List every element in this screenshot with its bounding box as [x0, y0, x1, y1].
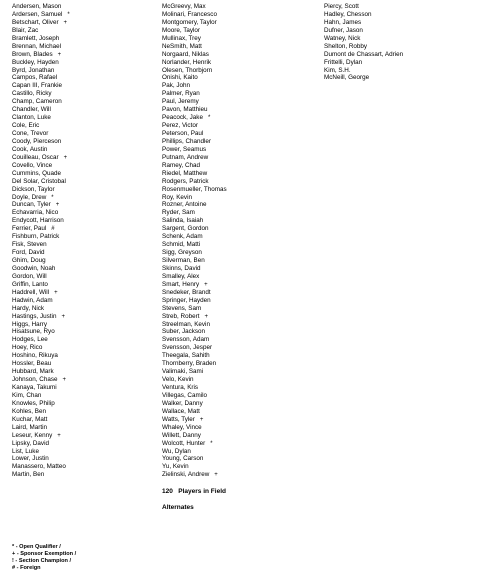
player-name: Valimaki, Sami — [162, 368, 204, 376]
player-row — [162, 463, 312, 471]
player-list — [162, 3, 312, 479]
player-name: Rozner, Antoine — [162, 201, 207, 209]
player-row — [12, 360, 152, 368]
player-name: Andersen, Mason — [12, 3, 62, 10]
player-row — [12, 27, 152, 35]
player-name: Cummins, Quade — [12, 169, 61, 177]
player-row — [12, 194, 152, 202]
player-name: Kanaya, Takumi — [12, 384, 57, 391]
player-name: Paul, Jeremy — [162, 98, 199, 106]
player-name: Wu, Dylan — [162, 447, 191, 455]
player-name: Hossler, Beau — [12, 360, 52, 368]
player-row — [12, 225, 152, 233]
player-row — [12, 106, 152, 114]
player-name: Lipsky, David — [12, 439, 49, 447]
player-name: Dumont de Chassart, Adrien — [324, 50, 404, 58]
player-row — [12, 336, 152, 344]
player-name: Watts, Tyler — [162, 415, 195, 423]
players-in-field-count: 120 — [162, 488, 173, 496]
player-name: Capan III, Frankie — [12, 82, 63, 90]
player-row — [162, 249, 312, 257]
player-status-mark: * — [67, 11, 70, 18]
player-row — [12, 209, 152, 217]
player-name: Piercy, Scott — [324, 3, 359, 10]
player-row — [12, 297, 152, 305]
player-row — [162, 257, 312, 265]
player-row — [12, 344, 152, 352]
player-name: Ghim, Doug — [12, 257, 46, 264]
player-name: Cole, Eric — [12, 122, 40, 130]
player-name: Griffin, Lanto — [12, 280, 48, 288]
player-name: Hoey, Rico — [12, 344, 43, 352]
player-row — [12, 178, 152, 186]
player-row — [162, 360, 312, 368]
player-name: Olesen, Thorbjorn — [162, 66, 213, 74]
player-name: Clanton, Luke — [12, 114, 51, 122]
player-row — [162, 178, 312, 186]
player-row — [162, 67, 312, 75]
player-name: Wallace, Matt — [162, 407, 200, 415]
player-name: Hodges, Lee — [12, 336, 48, 344]
player-status-mark: + — [63, 154, 68, 161]
player-row — [162, 162, 312, 170]
player-name: Molinari, Francesco — [162, 10, 217, 18]
player-name: Streelman, Kevin — [162, 320, 210, 328]
player-row — [162, 114, 312, 122]
player-name: Brown, Blades — [12, 50, 53, 58]
player-row — [324, 35, 484, 43]
player-row — [162, 328, 312, 336]
player-name: Silverman, Ben — [162, 257, 205, 264]
player-name: Chandler, Will — [12, 106, 51, 114]
player-name: Leseur, Kenny — [12, 431, 53, 439]
player-row — [324, 74, 484, 82]
player-name: NeSmith, Matt — [162, 42, 202, 50]
player-row — [162, 186, 312, 194]
player-name: Streb, Robert — [162, 312, 200, 320]
player-row — [12, 440, 152, 448]
player-name: Snedeker, Brandt — [162, 288, 211, 296]
player-name: McNeill, George — [324, 74, 370, 82]
player-status-mark: * — [207, 115, 211, 122]
player-status-mark: + — [54, 289, 58, 296]
player-row — [12, 455, 152, 463]
player-name: Hardy, Nick — [12, 304, 45, 312]
player-name: Rosenmueller, Thomas — [162, 185, 227, 193]
player-row — [162, 471, 312, 479]
player-row — [12, 186, 152, 194]
player-row — [162, 138, 312, 146]
player-name: Dickson, Taylor — [12, 185, 55, 193]
player-row — [12, 432, 152, 440]
player-row — [324, 59, 484, 67]
player-name: Buckley, Hayden — [12, 58, 59, 66]
player-column-1 — [12, 3, 152, 479]
player-row — [162, 170, 312, 178]
player-row — [324, 67, 484, 75]
player-row — [162, 217, 312, 225]
player-row — [12, 114, 152, 122]
player-name: Perez, Victor — [162, 122, 198, 130]
player-row — [12, 305, 152, 313]
player-name: Hastings, Justin — [12, 312, 57, 320]
player-name: Kohles, Ben — [12, 407, 46, 415]
player-row — [12, 424, 152, 432]
player-row — [12, 11, 152, 19]
player-row — [12, 376, 152, 384]
player-row — [162, 146, 312, 154]
player-name: Schenk, Adam — [162, 233, 203, 241]
player-row — [12, 90, 152, 98]
player-row — [162, 376, 312, 384]
player-name: Smalley, Alex — [162, 272, 200, 280]
player-row — [12, 352, 152, 360]
player-name: Hadley, Chesson — [324, 10, 372, 18]
player-row — [162, 408, 312, 416]
player-status-mark: * — [51, 194, 54, 201]
player-row — [162, 392, 312, 400]
player-row — [12, 249, 152, 257]
player-name: Laird, Martin — [12, 423, 47, 431]
player-row — [12, 328, 152, 336]
player-row — [12, 233, 152, 241]
player-name: Walker, Danny — [162, 399, 203, 407]
player-name: Norlander, Henrik — [162, 58, 211, 66]
player-name: Phillips, Chandler — [162, 137, 212, 145]
player-row — [12, 138, 152, 146]
player-name: Martin, Ben — [12, 471, 45, 479]
player-name: Kuchar, Matt — [12, 415, 48, 423]
player-name: Fishburn, Patrick — [12, 233, 60, 241]
player-name: Gordon, Will — [12, 272, 47, 280]
player-status-mark: # — [51, 226, 55, 233]
player-name: Zielinski, Andrew — [162, 471, 210, 479]
player-row — [12, 201, 152, 209]
player-name: Doyle, Drew — [12, 193, 47, 201]
player-row — [162, 289, 312, 297]
player-name: Hoshino, Rikuya — [12, 352, 58, 360]
player-row — [162, 281, 312, 289]
player-name: Ryder, Sam — [162, 209, 195, 217]
player-row — [12, 471, 152, 479]
player-name: Skinns, David — [162, 264, 201, 272]
player-row — [12, 257, 152, 265]
player-row — [12, 154, 152, 162]
player-status-mark: + — [199, 416, 204, 423]
player-row — [162, 11, 312, 19]
player-row — [162, 455, 312, 463]
player-name: Sigg, Greyson — [162, 249, 202, 257]
player-row — [162, 59, 312, 67]
player-name: Hisatsune, Ryo — [12, 328, 55, 336]
player-name: Byrd, Jonathan — [12, 66, 55, 74]
player-row — [162, 82, 312, 90]
player-status-mark: + — [214, 472, 218, 479]
player-name: Thornberry, Braden — [162, 360, 217, 368]
player-row — [162, 130, 312, 138]
player-row — [162, 201, 312, 209]
player-name: Norgaard, Niklas — [162, 50, 209, 58]
players-in-field-label: Players in Field — [178, 488, 226, 496]
player-name: Manassero, Matteo — [12, 463, 66, 471]
player-row — [12, 241, 152, 249]
player-name: Smart, Henry — [162, 280, 200, 288]
player-name: Shelton, Robby — [324, 42, 368, 50]
player-name: Roy, Kevin — [162, 193, 192, 201]
player-name: Theegala, Sahith — [162, 352, 210, 360]
player-name: List, Luke — [12, 447, 39, 455]
player-row — [162, 352, 312, 360]
player-row — [162, 27, 312, 35]
player-name: Hadwin, Adam — [12, 296, 53, 304]
player-row — [12, 82, 152, 90]
player-name: Betschart, Oliver — [12, 18, 59, 26]
player-row — [12, 74, 152, 82]
player-name: Knowles, Philip — [12, 399, 55, 407]
player-name: Villegas, Camilo — [162, 391, 208, 399]
player-name: Salinda, Isaiah — [162, 217, 204, 225]
player-row — [324, 43, 484, 51]
player-name: Castillo, Ricky — [12, 90, 52, 98]
player-name: Svensson, Jesper — [162, 344, 213, 352]
player-row — [162, 98, 312, 106]
player-name: Ventura, Kris — [162, 384, 199, 391]
player-status-mark: + — [204, 281, 208, 288]
player-row — [162, 225, 312, 233]
player-name: Svensson, Adam — [162, 336, 210, 344]
player-row — [12, 59, 152, 67]
player-name: Mullinax, Trey — [162, 34, 201, 42]
player-status-mark: + — [57, 51, 62, 58]
player-row — [162, 273, 312, 281]
player-status-mark: + — [63, 19, 68, 26]
player-row — [162, 35, 312, 43]
player-name: Duncan, Tyler — [12, 201, 51, 209]
player-name: Hahn, James — [324, 18, 362, 26]
player-name: Cone, Trevor — [12, 130, 49, 137]
player-row — [12, 408, 152, 416]
player-row — [12, 273, 152, 281]
player-row — [12, 43, 152, 51]
player-row — [162, 194, 312, 202]
player-row — [162, 19, 312, 27]
player-row — [162, 3, 312, 11]
player-row — [162, 448, 312, 456]
player-name: Willett, Danny — [162, 431, 201, 439]
player-status-mark: + — [57, 432, 61, 439]
player-status-mark: + — [62, 377, 67, 384]
player-name: Velo, Kevin — [162, 376, 194, 384]
player-row — [12, 162, 152, 170]
player-row — [162, 321, 312, 329]
player-row — [12, 321, 152, 329]
player-row — [162, 90, 312, 98]
player-row — [162, 424, 312, 432]
player-name: Schmid, Matti — [162, 241, 201, 249]
player-name: Cook, Austin — [12, 145, 48, 153]
player-row — [12, 400, 152, 408]
player-row — [12, 289, 152, 297]
player-name: Moore, Taylor — [162, 26, 201, 34]
player-name: Yu, Kevin — [162, 463, 189, 471]
legend-section-champion: ! - Section Champion / — [12, 558, 72, 564]
player-name: Johnson, Chase — [12, 376, 58, 384]
player-name: Frittelli, Dylan — [324, 58, 363, 66]
player-status-mark: + — [204, 313, 208, 320]
player-name: Champ, Cameron — [12, 98, 62, 106]
player-row — [162, 384, 312, 392]
player-row — [324, 19, 484, 27]
players-in-field-summary — [162, 488, 312, 496]
legend-foreign: # - Foreign — [12, 565, 41, 571]
player-row — [324, 3, 484, 11]
player-row — [12, 51, 152, 59]
player-row — [12, 170, 152, 178]
player-name: Endycott, Harrison — [12, 217, 64, 225]
player-row — [12, 67, 152, 75]
player-name: Ramey, Chad — [162, 161, 201, 169]
player-row — [12, 217, 152, 225]
player-name: Echavarria, Nico — [12, 209, 59, 217]
player-row — [12, 392, 152, 400]
player-row — [12, 265, 152, 273]
player-name: Fisk, Steven — [12, 241, 47, 249]
player-name: Kim, S.H. — [324, 66, 351, 74]
player-name: Riedel, Matthew — [162, 169, 208, 177]
player-row — [324, 51, 484, 59]
player-name: Lower, Justin — [12, 455, 49, 463]
player-row — [162, 336, 312, 344]
player-name: Sargent, Gordon — [162, 225, 209, 233]
player-name: Ferrier, Paul — [12, 225, 47, 233]
player-row — [162, 305, 312, 313]
player-name: Peacock, Jake — [162, 114, 203, 122]
player-name: Power, Seamus — [162, 145, 207, 153]
player-name: Onishi, Kaito — [162, 74, 198, 82]
player-row — [162, 154, 312, 162]
alternates-column — [324, 3, 484, 82]
player-status-mark: + — [61, 313, 65, 320]
player-row — [162, 368, 312, 376]
player-name: McGreevy, Max — [162, 3, 206, 10]
player-name: Wolcott, Hunter — [162, 439, 206, 447]
player-row — [162, 74, 312, 82]
player-row — [12, 448, 152, 456]
player-row — [324, 11, 484, 19]
player-row — [162, 400, 312, 408]
player-name: Putnam, Andrew — [162, 153, 209, 161]
player-name: Bramlett, Joseph — [12, 34, 60, 42]
player-row — [324, 27, 484, 35]
legend-open-qualifier: * - Open Qualifier / — [12, 544, 61, 550]
player-name: Blair, Zac — [12, 26, 39, 34]
player-row — [162, 241, 312, 249]
player-name: Ardersen, Samuel — [12, 10, 63, 18]
player-name: Campos, Rafael — [12, 74, 58, 82]
legend — [12, 544, 132, 572]
player-name: Ford, David — [12, 249, 45, 257]
player-column-2 — [162, 3, 312, 512]
player-row — [12, 368, 152, 376]
player-row — [12, 146, 152, 154]
player-row — [12, 313, 152, 321]
player-name: Rodgers, Patrick — [162, 177, 209, 185]
player-name: Couilleau, Oscar — [12, 153, 59, 161]
player-row — [12, 384, 152, 392]
player-name: Montgomery, Taylor — [162, 18, 217, 26]
player-row — [12, 122, 152, 130]
player-status-mark: * — [210, 440, 213, 447]
player-name: Pak, John — [162, 82, 191, 90]
player-row — [162, 440, 312, 448]
player-row — [12, 35, 152, 43]
player-name: Higgs, Harry — [12, 320, 47, 328]
player-row — [162, 51, 312, 59]
legend-sponsor-exemption: + - Sponsor Exemption / — [12, 551, 77, 557]
player-name: Palmer, Ryan — [162, 90, 200, 98]
player-row — [162, 106, 312, 114]
player-row — [162, 313, 312, 321]
player-row — [162, 297, 312, 305]
player-row — [12, 416, 152, 424]
player-name: Coody, Pierceson — [12, 137, 62, 145]
player-row — [162, 122, 312, 130]
player-row — [162, 344, 312, 352]
player-row — [162, 416, 312, 424]
player-name: Pavon, Matthieu — [162, 106, 208, 114]
player-row — [12, 281, 152, 289]
player-row — [12, 130, 152, 138]
player-row — [162, 209, 312, 217]
player-name: Suber, Jackson — [162, 328, 206, 336]
player-name: Watney, Nick — [324, 34, 361, 42]
player-row — [162, 43, 312, 51]
player-status-mark: + — [55, 202, 60, 209]
alternates-heading: Alternates — [162, 504, 194, 512]
player-name: Hubbard, Mark — [12, 368, 54, 376]
player-row — [162, 265, 312, 273]
player-name: Brennan, Michael — [12, 42, 62, 50]
player-name: Young, Carson — [162, 455, 204, 463]
player-name: Goodwin, Noah — [12, 264, 56, 272]
player-name: Stevens, Sam — [162, 304, 202, 312]
player-row — [162, 432, 312, 440]
player-name: Haddrell, Will — [12, 288, 50, 296]
player-name: Whaley, Vince — [162, 423, 202, 431]
player-row — [12, 98, 152, 106]
player-name: Dufner, Jason — [324, 26, 363, 34]
player-name: Peterson, Paul — [162, 130, 204, 137]
player-row — [12, 3, 152, 11]
player-name: Springer, Hayden — [162, 296, 211, 304]
player-name: Covello, Vince — [12, 161, 53, 169]
player-row — [162, 233, 312, 241]
player-name: Del Solar, Cristobal — [12, 177, 66, 185]
player-row — [12, 19, 152, 27]
player-name: Kim, Chan — [12, 391, 42, 399]
player-row — [12, 463, 152, 471]
